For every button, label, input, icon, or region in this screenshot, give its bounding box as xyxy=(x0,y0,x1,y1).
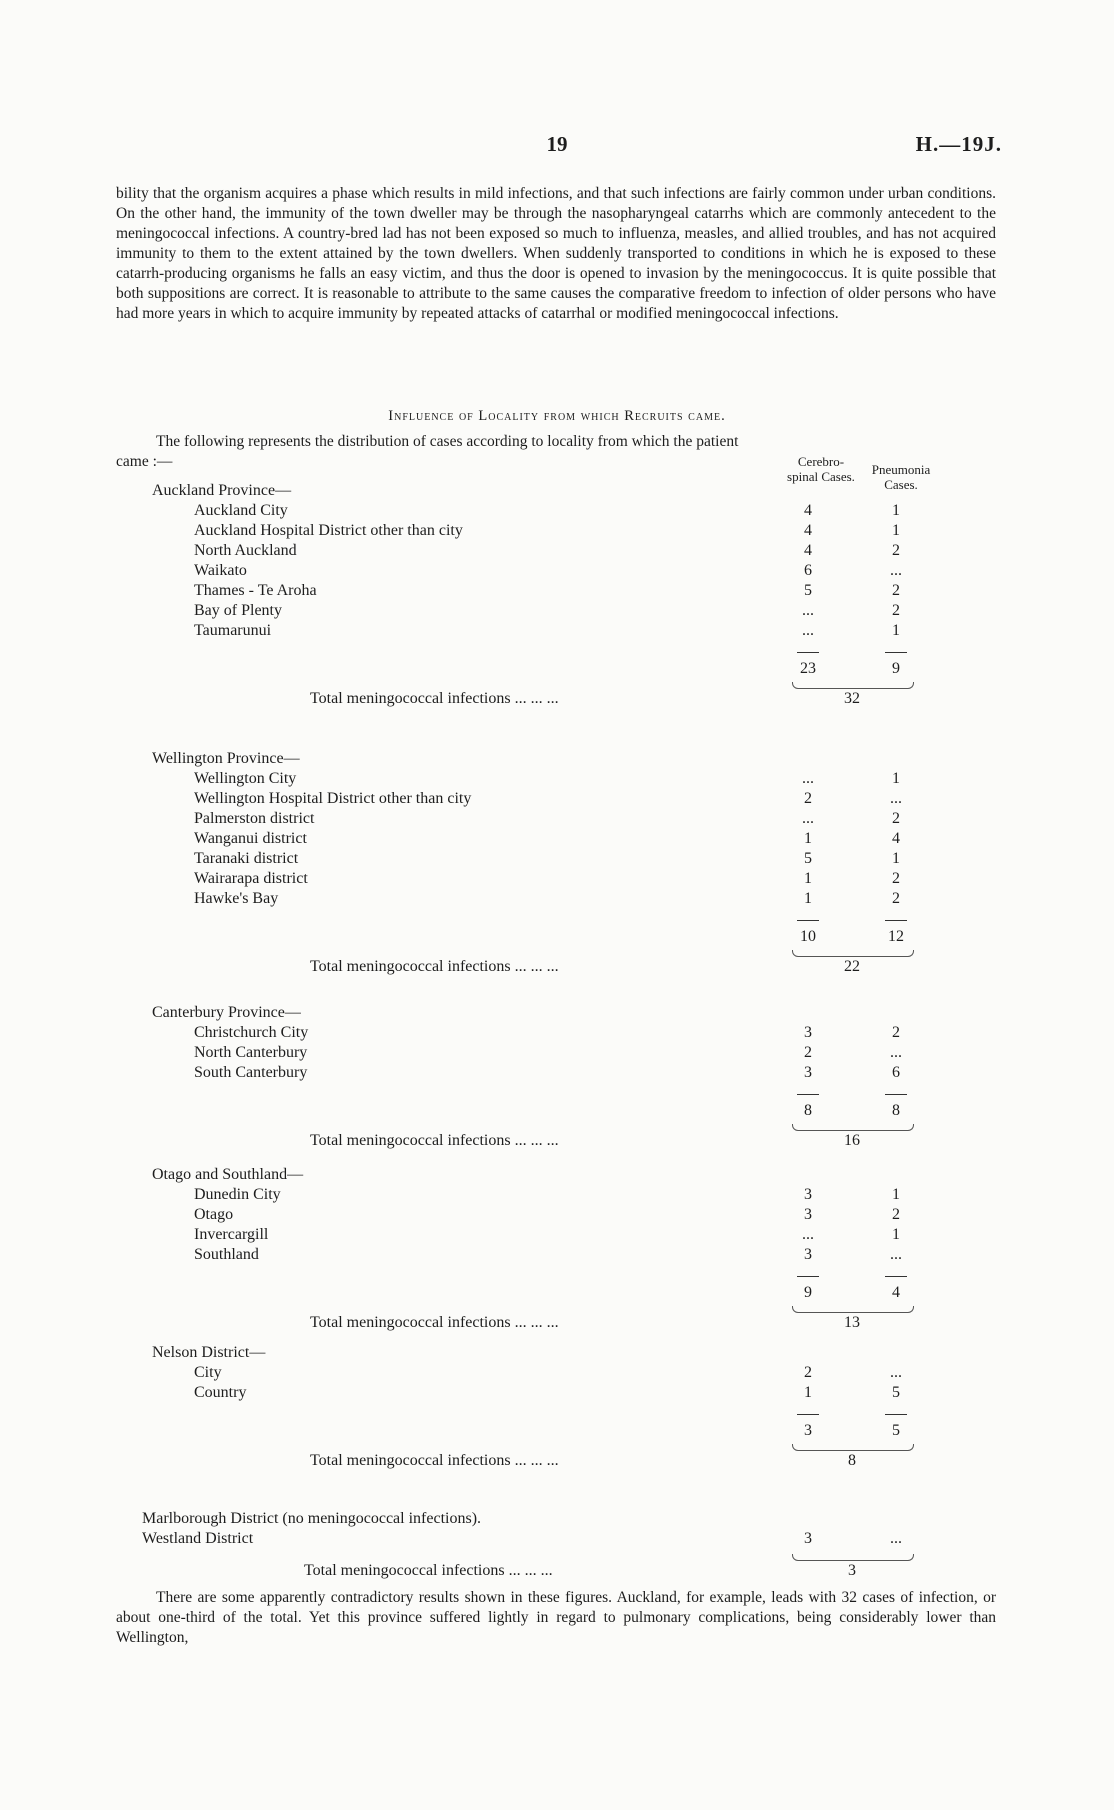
sum-rule xyxy=(797,1094,819,1095)
pneumonia-count: 2 xyxy=(892,582,900,599)
locality-name: Auckland City xyxy=(194,502,288,519)
intro-line-2: came :— xyxy=(116,453,173,470)
total-label: Total meningococcal infections ... ... ... xyxy=(310,958,559,975)
pneumonia-subtotal: 4 xyxy=(892,1284,900,1301)
pneumonia-count: 2 xyxy=(892,870,900,887)
cerebro-spinal-count: 4 xyxy=(804,502,812,519)
pneumonia-count: 1 xyxy=(892,850,900,867)
locality-name: Hawke's Bay xyxy=(194,890,279,907)
pneumonia-count: ... xyxy=(890,562,902,579)
pneumonia-header: Pneumonia Cases. xyxy=(871,462,931,492)
cerebro-spinal-subtotal: 23 xyxy=(800,660,816,677)
locality-name: Dunedin City xyxy=(194,1186,281,1203)
pneumonia-count: ... xyxy=(890,1246,902,1263)
opening-paragraph-text: bility that the organism acquires a phase which results in mild infections, and that such infections are fairly common under urban conditions. On the other hand, the immunity of the town dweller may be through the nasopharyngeal catarrhs which are commonly antecedent to the meningococcal infections. A country-bred lad has not been exposed so much to influenza, measles, and allied troubles, and has not acquired immunity to them to the extent attained by the town dwellers. When suddenly transported to conditions in which he is exposed to these catarrh-producing organisms he falls an easy victim, and thus the door is opened to invasion by the meningococcus. It is quite possible that both suppositions are correct. It is reasonable to attribute to the same causes the comparative freedom to infection of older persons who have had more years in which to acquire immunity by repeated attacks of catarrhal or modified meningococcal infections. xyxy=(116,185,996,322)
document-reference: H.—19J. xyxy=(915,132,1002,156)
total-value: 32 xyxy=(844,690,860,707)
marlborough-note: Marlborough District (no meningococcal infections). xyxy=(142,1510,482,1527)
sum-rule xyxy=(885,1414,907,1415)
pneumonia-count: 1 xyxy=(892,770,900,787)
cerebro-spinal-count: 3 xyxy=(804,1206,812,1223)
locality-name: Westland District xyxy=(142,1530,254,1547)
cerebro-spinal-count: 3 xyxy=(804,1064,812,1081)
total-label: Total meningococcal infections ... ... ... xyxy=(310,690,559,707)
cerebro-spinal-count: 1 xyxy=(804,1384,812,1401)
province-heading: Nelson District— xyxy=(152,1344,266,1361)
locality-name: Taumarunui xyxy=(194,622,272,639)
locality-name: North Auckland xyxy=(194,542,297,559)
cerebro-spinal-count: 2 xyxy=(804,1364,812,1381)
total-value: 3 xyxy=(848,1562,856,1579)
opening-paragraph xyxy=(116,184,996,324)
total-brace xyxy=(792,1306,914,1313)
cerebro-spinal-count: 4 xyxy=(804,522,812,539)
cerebro-spinal-count: 6 xyxy=(804,562,812,579)
total-value: 8 xyxy=(848,1452,856,1469)
intro-line-1: The following represents the distribution of cases according to locality from which the patient xyxy=(156,433,739,450)
cerebro-spinal-count: 5 xyxy=(804,582,812,599)
sum-rule xyxy=(885,652,907,653)
cerebro-spinal-header: Cerebro-spinal Cases. xyxy=(787,454,855,484)
sum-rule xyxy=(885,1276,907,1277)
locality-name: Wairarapa district xyxy=(194,870,308,887)
pneumonia-count: 6 xyxy=(892,1064,900,1081)
total-brace xyxy=(792,950,914,957)
locality-name: Auckland Hospital District other than city xyxy=(194,522,463,539)
locality-name: Wanganui district xyxy=(194,830,307,847)
pneumonia-count: ... xyxy=(890,1044,902,1061)
locality-name: Taranaki district xyxy=(194,850,299,867)
total-label: Total meningococcal infections ... ... ... xyxy=(304,1562,553,1579)
cerebro-spinal-count: 4 xyxy=(804,542,812,559)
pneumonia-count: 1 xyxy=(892,502,900,519)
total-value: 22 xyxy=(844,958,860,975)
cerebro-spinal-count: 3 xyxy=(804,1530,812,1547)
cerebro-spinal-subtotal: 3 xyxy=(804,1422,812,1439)
total-brace xyxy=(792,682,914,689)
total-label: Total meningococcal infections ... ... ... xyxy=(310,1314,559,1331)
province-heading: Auckland Province— xyxy=(152,482,292,499)
cerebro-spinal-subtotal: 10 xyxy=(800,928,816,945)
pneumonia-count: 2 xyxy=(892,1206,900,1223)
cerebro-spinal-count: 1 xyxy=(804,870,812,887)
locality-name: North Canterbury xyxy=(194,1044,308,1061)
total-brace xyxy=(792,1444,914,1451)
pneumonia-subtotal: 8 xyxy=(892,1102,900,1119)
province-heading: Canterbury Province— xyxy=(152,1004,301,1021)
cerebro-spinal-count: ... xyxy=(802,602,814,619)
cerebro-spinal-count: 2 xyxy=(804,1044,812,1061)
section-title: Influence of Locality from which Recruits came. xyxy=(388,408,726,424)
province-heading: Wellington Province— xyxy=(152,750,300,767)
pneumonia-count: 4 xyxy=(892,830,900,847)
locality-name: Palmerston district xyxy=(194,810,315,827)
pneumonia-count: ... xyxy=(890,1364,902,1381)
locality-name: Christchurch City xyxy=(194,1024,309,1041)
province-heading: Otago and Southland— xyxy=(152,1166,304,1183)
cerebro-spinal-count: 3 xyxy=(804,1024,812,1041)
cerebro-spinal-count: ... xyxy=(802,810,814,827)
pneumonia-count: 1 xyxy=(892,522,900,539)
cerebro-spinal-count: ... xyxy=(802,770,814,787)
sum-rule xyxy=(885,920,907,921)
locality-name: South Canterbury xyxy=(194,1064,308,1081)
pneumonia-count: 2 xyxy=(892,810,900,827)
pneumonia-count: 1 xyxy=(892,622,900,639)
pneumonia-subtotal: 5 xyxy=(892,1422,900,1439)
locality-name: Waikato xyxy=(194,562,247,579)
total-label: Total meningococcal infections ... ... ... xyxy=(310,1132,559,1149)
locality-name: City xyxy=(194,1364,222,1381)
cerebro-spinal-count: 3 xyxy=(804,1246,812,1263)
closing-paragraph-text: There are some apparently contradictory results shown in these figures. Auckland, for example, leads with 32 cases of infection, or about one-third of the total. Yet this province suffered lightly in regard to pulmonary complications, being considerably lower than Wellington, xyxy=(116,1589,996,1646)
pneumonia-count: 2 xyxy=(892,602,900,619)
cerebro-spinal-count: 1 xyxy=(804,830,812,847)
sum-rule xyxy=(797,920,819,921)
page-number: 19 xyxy=(546,132,568,156)
sum-rule xyxy=(885,1094,907,1095)
pneumonia-count: 2 xyxy=(892,890,900,907)
pneumonia-subtotal: 9 xyxy=(892,660,900,677)
locality-name: Thames - Te Aroha xyxy=(194,582,317,599)
locality-name: Otago xyxy=(194,1206,234,1223)
cerebro-spinal-subtotal: 8 xyxy=(804,1102,812,1119)
cerebro-spinal-count: 2 xyxy=(804,790,812,807)
total-value: 16 xyxy=(844,1132,860,1149)
total-label: Total meningococcal infections ... ... ... xyxy=(310,1452,559,1469)
pneumonia-count: 1 xyxy=(892,1186,900,1203)
pneumonia-count: 2 xyxy=(892,1024,900,1041)
sum-rule xyxy=(797,652,819,653)
total-brace xyxy=(792,1554,914,1561)
pneumonia-count: ... xyxy=(890,790,902,807)
pneumonia-count: 1 xyxy=(892,1226,900,1243)
locality-name: Wellington Hospital District other than city xyxy=(194,790,472,807)
pneumonia-count: 5 xyxy=(892,1384,900,1401)
cerebro-spinal-count: 3 xyxy=(804,1186,812,1203)
locality-name: Bay of Plenty xyxy=(194,602,282,619)
sum-rule xyxy=(797,1414,819,1415)
locality-name: Southland xyxy=(194,1246,259,1263)
cerebro-spinal-count: ... xyxy=(802,1226,814,1243)
cerebro-spinal-subtotal: 9 xyxy=(804,1284,812,1301)
cerebro-spinal-count: 5 xyxy=(804,850,812,867)
closing-paragraph xyxy=(116,1588,996,1648)
locality-name: Wellington City xyxy=(194,770,297,787)
locality-name: Country xyxy=(194,1384,247,1401)
pneumonia-count: 2 xyxy=(892,542,900,559)
pneumonia-count: ... xyxy=(890,1530,902,1547)
cerebro-spinal-count: 1 xyxy=(804,890,812,907)
total-brace xyxy=(792,1124,914,1131)
pneumonia-subtotal: 12 xyxy=(888,928,904,945)
locality-name: Invercargill xyxy=(194,1226,269,1243)
cerebro-spinal-count: ... xyxy=(802,622,814,639)
sum-rule xyxy=(797,1276,819,1277)
total-value: 13 xyxy=(844,1314,860,1331)
